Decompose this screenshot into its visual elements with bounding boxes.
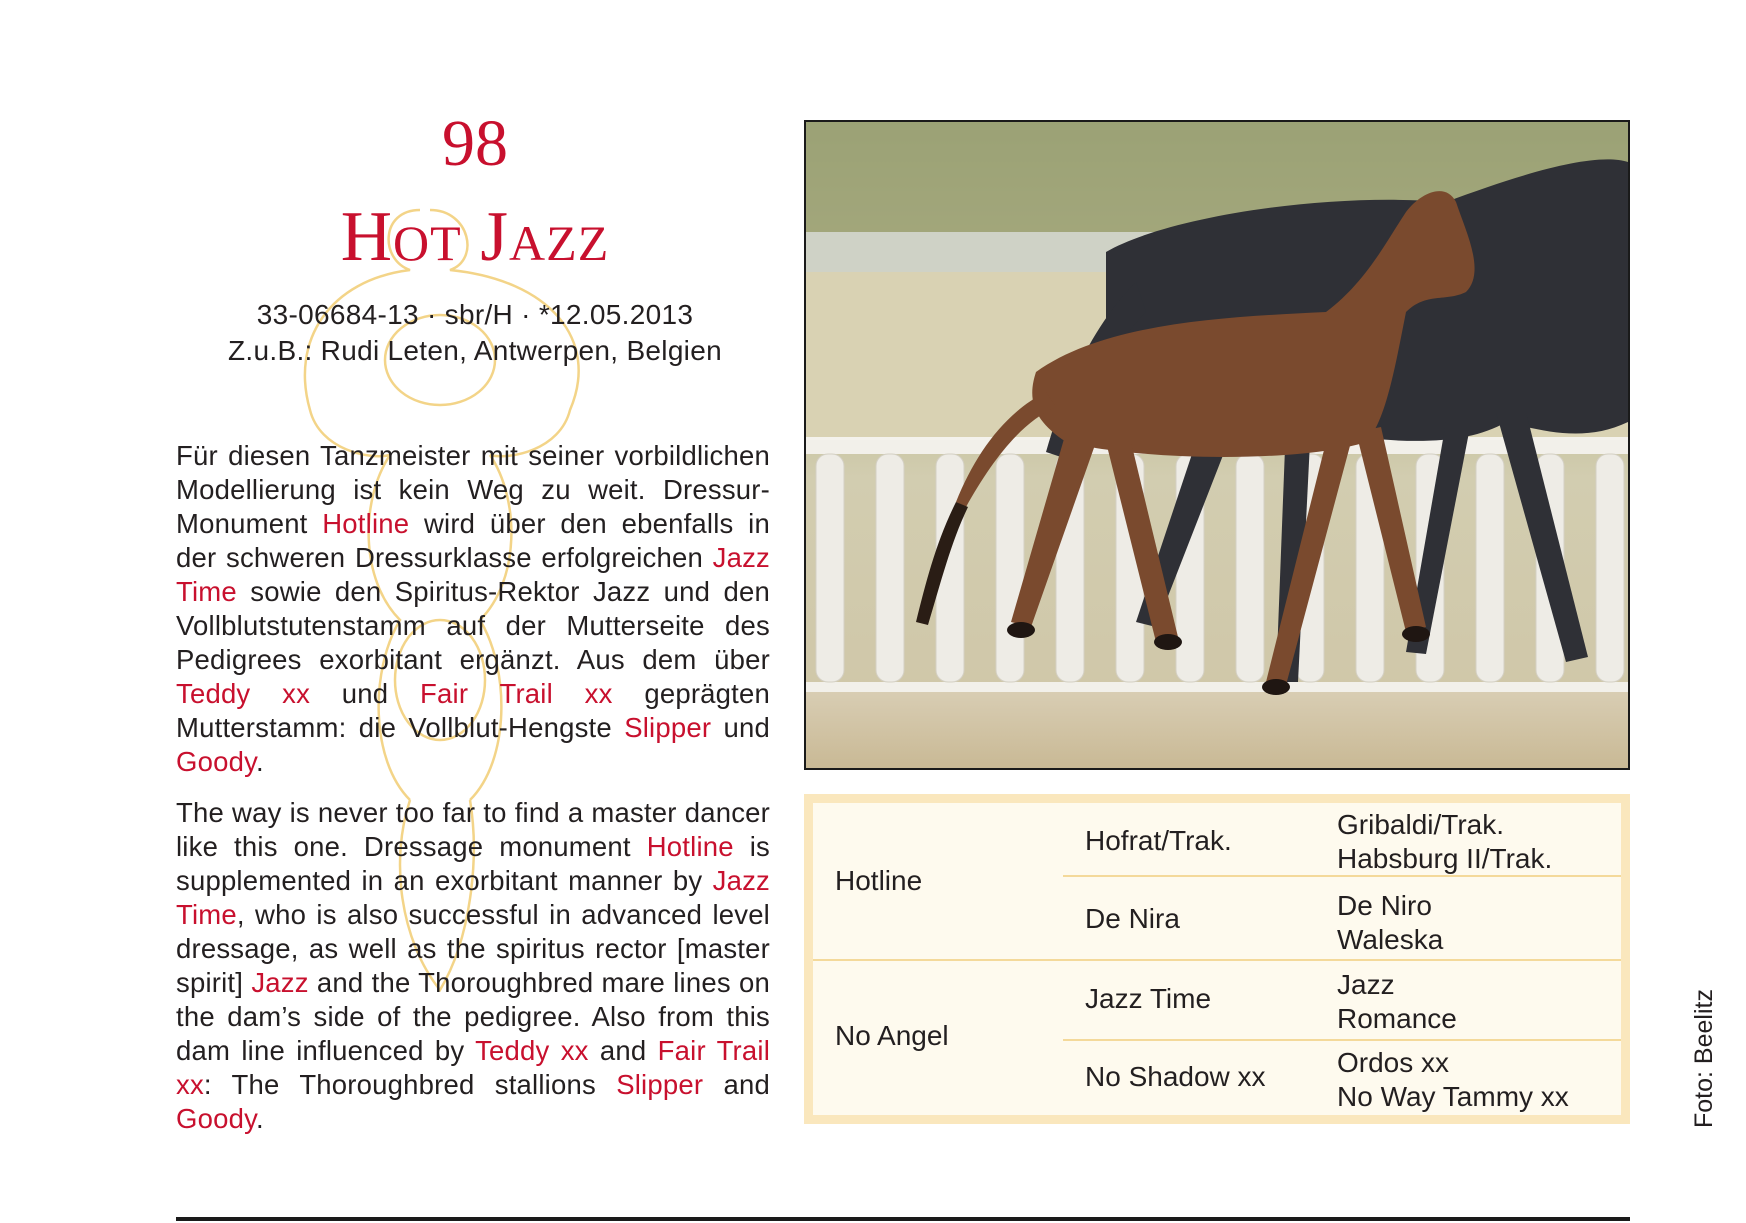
- pedigree-divider: [813, 959, 1621, 961]
- pedigree-dam-dam: No Shadow xx: [1085, 1061, 1266, 1092]
- paragraph-text: , who is also successful in advanced level dressage, as well as the spiritus rector [master spirit]: [176, 899, 770, 998]
- paragraph-text: and: [703, 1069, 770, 1100]
- paragraph-text: und: [310, 678, 421, 709]
- description-english: [176, 796, 770, 1136]
- registration-line: 33-06684-13 · sbr/H · *12.05.2013: [256, 299, 694, 330]
- photo-credit: Foto: Beelitz: [1690, 989, 1718, 1128]
- pedigree-divider: [1063, 1039, 1621, 1041]
- paragraph-text: is supplemented in an exorbitant manner by: [176, 831, 770, 896]
- bottom-rule: [176, 1217, 1630, 1221]
- highlight-name: Goody: [176, 746, 256, 777]
- highlight-name: Hotline: [322, 508, 410, 539]
- pedigree-dam-sire: Jazz Time: [1085, 983, 1212, 1014]
- horse-name: Hot Jazz: [340, 198, 610, 276]
- pedigree-dam-sire-sire: Jazz: [1337, 969, 1395, 1000]
- breeder-line: Z.u.B.: Rudi Leten, Antwerpen, Belgien: [228, 335, 722, 366]
- pedigree-dam-dam-dam: No Way Tammy xx: [1337, 1081, 1569, 1112]
- paragraph-text: : The Thoroughbred stallions: [203, 1069, 617, 1100]
- paragraph-text: .: [255, 746, 264, 777]
- highlight-name: Teddy xx: [176, 678, 311, 709]
- pedigree-sire-sire: Hofrat/Trak.: [1085, 825, 1232, 856]
- pedigree-dam-sire-dam: Romance: [1337, 1003, 1457, 1034]
- pedigree-sire-dam: De Nira: [1085, 903, 1180, 934]
- pedigree-table: [804, 794, 1630, 1124]
- paragraph-text: and: [588, 1035, 658, 1066]
- paragraph-text: The way is never too far to find a master dancer like this one. Dressage monument: [176, 797, 770, 862]
- highlight-name: Jazz Time: [176, 542, 770, 607]
- highlight-name: Fair Trail xx: [420, 678, 613, 709]
- lot-number: 98: [442, 107, 508, 180]
- paragraph-text: Für diesen Tanzmeister mit seiner vorbildlichen Modellierung ist kein Weg zu weit. Dressur-Monument: [176, 440, 770, 539]
- pedigree-sire-dam-sire: De Niro: [1337, 890, 1432, 921]
- highlight-name: Slipper: [624, 712, 712, 743]
- highlight-name: Jazz: [251, 967, 309, 998]
- pedigree-sire-dam-dam: Waleska: [1337, 924, 1444, 955]
- paragraph-text: geprägten Mutterstamm: die Vollblut-Hengste: [176, 678, 770, 743]
- highlight-name: Teddy xx: [475, 1035, 589, 1066]
- paragraph-text: and the Thoroughbred mare lines on the dam’s side of the pedigree. Also from this dam line influenced by: [176, 967, 770, 1066]
- pedigree-sire-sire-dam: Habsburg II/Trak.: [1337, 843, 1553, 874]
- highlight-name: Goody: [176, 1103, 256, 1134]
- paragraph-text: .: [255, 1103, 264, 1134]
- pedigree-dam-dam-sire: Ordos xx: [1337, 1047, 1450, 1078]
- paragraph-text: sowie den Spiritus-Rektor Jazz und den Vollblutstutenstamm auf der Mutterseite des Pedigrees exorbitant ergänzt. Aus dem über: [176, 576, 770, 675]
- highlight-name: Slipper: [616, 1069, 704, 1100]
- horse-photo: [804, 120, 1630, 770]
- highlight-name: Hotline: [646, 831, 734, 862]
- pedigree-dam: No Angel: [835, 1020, 949, 1051]
- paragraph-text: und: [711, 712, 770, 743]
- description-german: [176, 439, 770, 779]
- paragraph-text: wird über den ebenfalls in der schweren Dressurklasse erfolgreichen: [176, 508, 770, 573]
- highlight-name: Fair Trail xx: [176, 1035, 771, 1100]
- pedigree-sire: Hotline: [835, 865, 923, 896]
- pedigree-sire-sire-sire: Gribaldi/Trak.: [1337, 809, 1505, 840]
- highlight-name: Jazz Time: [176, 865, 770, 930]
